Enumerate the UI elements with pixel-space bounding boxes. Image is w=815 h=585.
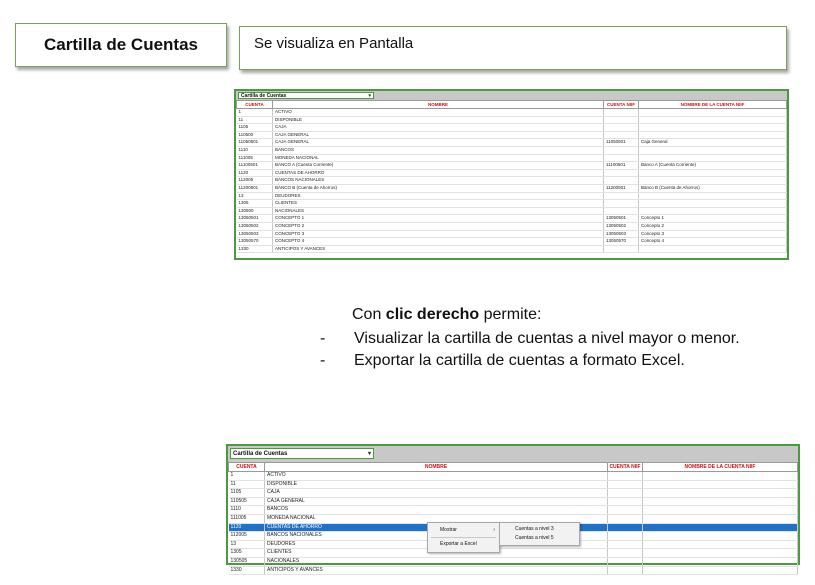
grid-toolbar — [236, 91, 787, 100]
table-cell: 11100501 — [604, 162, 639, 170]
table-cell: 1120 — [237, 169, 273, 177]
accounts-grid-bottom — [226, 444, 800, 573]
column-header[interactable]: NOMBRE DE LA CUENTA NIIF — [639, 101, 787, 109]
table-row[interactable] — [237, 116, 787, 124]
table-row[interactable] — [229, 549, 798, 558]
table-cell: CAJA — [273, 124, 604, 132]
table-cell — [608, 532, 643, 541]
table-cell — [604, 109, 639, 117]
table-cell: CONCEPTO 3 — [273, 230, 604, 238]
table-cell: 11050501 — [237, 139, 273, 147]
table-cell: CONCEPTO 4 — [273, 238, 604, 246]
chevron-right-icon: › — [493, 527, 495, 533]
table-cell: 13 — [237, 192, 273, 200]
table-row[interactable] — [237, 200, 787, 208]
table-cell — [608, 549, 643, 558]
table-cell: 11200501 — [237, 184, 273, 192]
table-cell: ACTIVO — [265, 472, 608, 481]
table-cell: 1110 — [229, 506, 265, 515]
submenu-item-nivel-5[interactable]: Cuentas a nivel 5 — [515, 535, 554, 541]
table-cell — [608, 557, 643, 566]
table-cell — [643, 532, 798, 541]
bullet-text: Exportar la cartilla de cuentas a formato Excel. — [354, 352, 685, 369]
table-cell: 112005 — [229, 532, 265, 541]
table-row[interactable] — [229, 497, 798, 506]
table-cell — [608, 497, 643, 506]
intro-suffix: permite: — [479, 306, 542, 323]
table-cell: 1120 — [229, 523, 265, 532]
chart-of-accounts-dropdown[interactable] — [230, 448, 374, 459]
column-header[interactable]: CUENTA NIIF — [609, 464, 641, 470]
table-cell: ANTICIPOS Y AVANCES — [273, 245, 604, 253]
table-cell — [639, 131, 787, 139]
table-cell — [604, 177, 639, 185]
table-cell: 110505 — [229, 497, 265, 506]
table-row[interactable] — [229, 506, 798, 515]
table-cell — [639, 124, 787, 132]
dropdown-label: Cartilla de Cuentas — [233, 450, 288, 457]
table-cell — [643, 514, 798, 523]
table-cell — [604, 131, 639, 139]
table-cell: Concepto 4 — [639, 238, 787, 246]
table-cell: 13050503 — [237, 230, 273, 238]
table-row[interactable] — [237, 154, 787, 162]
section-title: Cartilla de Cuentas — [44, 35, 198, 54]
table-row[interactable] — [229, 557, 798, 566]
table-cell: CONCEPTO 2 — [273, 222, 604, 230]
intro-bold: clic derecho — [385, 306, 480, 323]
table-cell: 112005 — [237, 177, 273, 185]
table-cell: 1330 — [237, 245, 273, 253]
table-cell: BANCOS NACIONALES — [273, 177, 604, 185]
table-cell: 130500 — [237, 207, 273, 215]
table-cell — [604, 169, 639, 177]
table-cell — [639, 192, 787, 200]
table-row[interactable] — [229, 566, 798, 575]
column-header[interactable]: NOMBRE — [265, 463, 608, 472]
description-box — [239, 26, 787, 70]
table-row[interactable] — [237, 184, 787, 192]
table-cell — [643, 557, 798, 566]
table-cell: 111005 — [229, 514, 265, 523]
table-cell: 1 — [229, 472, 265, 481]
description-text: Se visualiza en Pantalla — [254, 35, 414, 52]
table-cell: CAJA — [265, 489, 608, 498]
table-cell: NACIONALES — [265, 557, 608, 566]
table-cell — [604, 207, 639, 215]
bullet-text: Visualizar la cartilla de cuentas a nivel mayor o menor. — [354, 330, 740, 347]
table-cell — [608, 514, 643, 523]
table-cell: CAJA GENERAL — [273, 131, 604, 139]
table-cell: BANCOS — [265, 506, 608, 515]
table-row[interactable] — [237, 109, 787, 117]
table-cell — [643, 472, 798, 481]
table-cell: CUENTAS DE AHORRO — [273, 169, 604, 177]
table-cell: Banco A (Cuenta Corriente) — [639, 162, 787, 170]
table-cell — [604, 146, 639, 154]
table-cell — [608, 540, 643, 549]
table-row[interactable] — [237, 131, 787, 139]
table-cell: 11 — [229, 480, 265, 489]
table-row[interactable] — [237, 192, 787, 200]
accounts-grid-top — [234, 89, 789, 260]
table-cell — [639, 146, 787, 154]
table-cell: 13 — [229, 540, 265, 549]
dropdown-label: Cartilla de Cuentas — [241, 92, 287, 99]
table-cell: CONCEPTO 1 — [273, 215, 604, 223]
table-row[interactable] — [237, 177, 787, 185]
table-cell — [604, 154, 639, 162]
table-cell: Concepto 1 — [639, 215, 787, 223]
table-row[interactable] — [237, 230, 787, 238]
chart-of-accounts-dropdown[interactable] — [238, 92, 374, 99]
chevron-down-icon[interactable]: ▾ — [368, 93, 371, 99]
table-cell — [608, 472, 643, 481]
table-cell: DISPONIBLE — [265, 480, 608, 489]
table-cell: MONEDA NACIONAL — [265, 514, 608, 523]
table-cell: MONEDA NACIONAL — [273, 154, 604, 162]
table-cell — [639, 245, 787, 253]
table-cell: 13050501 — [237, 215, 273, 223]
table-cell — [639, 177, 787, 185]
table-row[interactable] — [237, 169, 787, 177]
table-cell — [608, 566, 643, 575]
bullet-item — [318, 350, 742, 372]
menu-item-mostrar[interactable] — [428, 524, 499, 536]
table-cell: BANCOS — [273, 146, 604, 154]
column-header[interactable]: NOMBRE — [273, 101, 604, 109]
instructions — [318, 304, 742, 372]
table-cell: 13050502 — [237, 222, 273, 230]
table-cell: DISPONIBLE — [273, 116, 604, 124]
chevron-down-icon[interactable]: ▾ — [367, 451, 371, 457]
column-header[interactable]: CUENTA — [229, 463, 265, 472]
table-cell: Concepto 3 — [639, 230, 787, 238]
table-cell — [643, 506, 798, 515]
submenu-item-nivel-3[interactable]: Cuentas a nivel 3 — [515, 526, 554, 532]
context-menu — [427, 522, 500, 553]
table-cell: 1 — [237, 109, 273, 117]
table-cell — [604, 192, 639, 200]
table-row[interactable] — [237, 207, 787, 215]
table-row[interactable] — [237, 162, 787, 170]
table-cell — [608, 506, 643, 515]
table-cell — [639, 207, 787, 215]
table-row[interactable] — [237, 139, 787, 147]
table-cell: ACTIVO — [273, 109, 604, 117]
table-cell — [643, 523, 798, 532]
table-cell: BANCOS NACIONALES — [265, 532, 608, 541]
table-cell: 130505 — [229, 557, 265, 566]
header-row — [237, 101, 787, 109]
menu-item-label: Mostrar — [440, 527, 457, 533]
table-cell — [604, 245, 639, 253]
table-cell: 111005 — [237, 154, 273, 162]
table-cell: ANTICIPOS Y AVANCES — [265, 566, 608, 575]
table-row[interactable] — [237, 215, 787, 223]
table-cell: 13050570 — [237, 238, 273, 246]
table-cell: 1110 — [237, 146, 273, 154]
table-cell — [639, 169, 787, 177]
bullet-dash: - — [320, 352, 326, 369]
column-header[interactable]: CUENTA NIIF — [604, 101, 639, 109]
instructions-intro — [318, 304, 742, 326]
table-cell — [643, 497, 798, 506]
table-cell — [604, 200, 639, 208]
table-cell — [608, 523, 643, 532]
table-cell — [639, 116, 787, 124]
table-row[interactable] — [237, 146, 787, 154]
table-cell: Banco B (Cuenta de Ahorros) — [639, 184, 787, 192]
bullet-item — [318, 328, 742, 350]
table-cell: 1105 — [237, 124, 273, 132]
table-cell — [643, 566, 798, 575]
table-cell: CAJA GENERAL — [273, 139, 604, 147]
table-cell — [639, 200, 787, 208]
table-cell: 1105 — [229, 489, 265, 498]
table-cell: DEUDORES — [265, 540, 608, 549]
table-cell: 11100501 — [237, 162, 273, 170]
table-cell: 1305 — [237, 200, 273, 208]
bullet-dash: - — [320, 330, 326, 347]
table-cell: BANCO A (Cuenta Corriente) — [273, 162, 604, 170]
table-cell: CLIENTES — [265, 549, 608, 558]
table-cell — [604, 116, 639, 124]
table-cell: 13050502 — [604, 222, 639, 230]
section-title-box — [15, 23, 227, 67]
table-cell: 110500 — [237, 131, 273, 139]
grid-toolbar — [228, 446, 798, 462]
table-row[interactable] — [237, 245, 787, 253]
column-header[interactable]: CUENTA — [237, 101, 273, 109]
submenu — [499, 522, 580, 546]
table-cell — [643, 549, 798, 558]
table-cell: 13050503 — [604, 230, 639, 238]
table-cell — [643, 489, 798, 498]
table-cell: BANCO B (Cuenta de Ahorros) — [273, 184, 604, 192]
header-row — [229, 463, 798, 472]
menu-item-label: Exportar a Excel — [440, 541, 477, 547]
table-row[interactable] — [229, 489, 798, 498]
table-cell — [639, 109, 787, 117]
table-row[interactable] — [237, 124, 787, 132]
table-cell — [643, 540, 798, 549]
table-cell — [608, 480, 643, 489]
table-cell: DEUDORES — [273, 192, 604, 200]
table-row[interactable] — [237, 222, 787, 230]
table-cell: NACIONALES — [273, 207, 604, 215]
menu-item-exportar-excel[interactable] — [428, 538, 499, 550]
table-cell — [604, 124, 639, 132]
table-cell: 11200501 — [604, 184, 639, 192]
table-cell: 13050570 — [604, 238, 639, 246]
column-header[interactable]: NOMBRE DE LA CUENTA NIIF — [643, 463, 798, 472]
table-cell: CAJA GENERAL — [265, 497, 608, 506]
table-cell: 1305 — [229, 549, 265, 558]
table-cell — [643, 480, 798, 489]
table-cell: 13050501 — [604, 215, 639, 223]
table-row[interactable] — [229, 472, 798, 481]
table-cell: Concepto 2 — [639, 222, 787, 230]
table-row[interactable] — [237, 238, 787, 246]
intro-prefix: Con — [352, 306, 386, 323]
table-cell — [608, 489, 643, 498]
table-cell: CLIENTES — [273, 200, 604, 208]
table-cell: CUENTAS DE AHORRO — [265, 523, 608, 532]
grid-body — [237, 109, 787, 253]
table-cell: Caja General — [639, 139, 787, 147]
table-cell: 11 — [237, 116, 273, 124]
table-cell: 1330 — [229, 566, 265, 575]
table-cell — [639, 154, 787, 162]
table-cell: 11050501 — [604, 139, 639, 147]
table-row[interactable] — [229, 480, 798, 489]
